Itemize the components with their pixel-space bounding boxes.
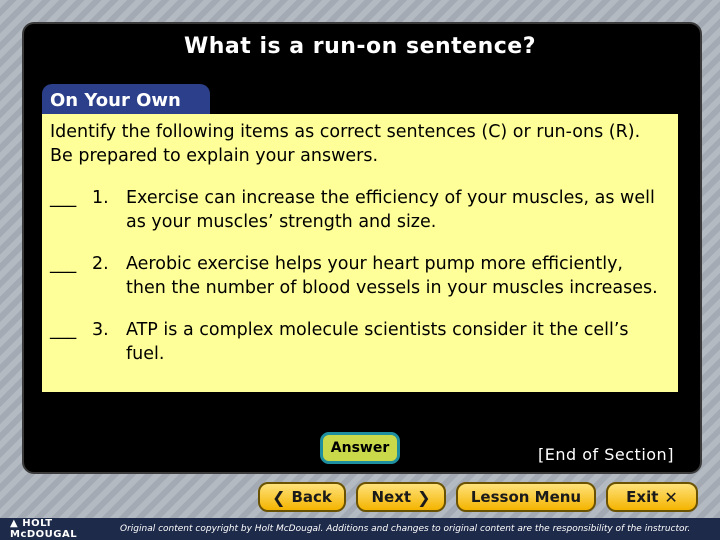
list-item <box>50 252 668 300</box>
back-button[interactable] <box>258 482 346 512</box>
lesson-menu-button[interactable] <box>456 482 596 512</box>
close-icon: ✕ <box>664 487 678 507</box>
next-button-label: Next <box>371 488 412 506</box>
chevron-right-icon: ❯ <box>417 487 431 507</box>
on-your-own-tab: On Your Own <box>42 84 210 116</box>
back-button-label: Back <box>291 488 332 506</box>
slide-title: What is a run-on sentence? <box>184 34 536 59</box>
publisher-logo-text: HOLT McDOUGAL <box>10 518 78 540</box>
exit-button-label: Exit <box>626 488 659 506</box>
logo-mark-icon: ▲ <box>10 518 19 529</box>
content-box <box>42 114 678 392</box>
chevron-left-icon: ❮ <box>272 487 286 507</box>
next-button[interactable] <box>356 482 446 512</box>
instructions-text: Identify the following items as correct sentences (C) or run-ons (R). Be prepared to explain your answers. <box>50 122 641 166</box>
answer-blank: ___ <box>50 320 77 340</box>
footer-bar <box>0 518 720 540</box>
item-number: 3. <box>92 320 109 340</box>
item-number: 1. <box>92 188 109 208</box>
list-item <box>50 318 668 366</box>
item-number: 2. <box>92 254 109 274</box>
answer-blank: ___ <box>50 188 77 208</box>
publisher-logo <box>10 518 120 540</box>
exit-button[interactable] <box>606 482 698 512</box>
answer-button[interactable]: Answer <box>320 432 400 464</box>
item-text: Exercise can increase the efficiency of your muscles, as well as your muscles’ strength and size. <box>126 188 655 232</box>
item-text: Aerobic exercise helps your heart pump more efficiently, then the number of blood vessels in your muscles increases. <box>126 254 658 298</box>
answer-blank: ___ <box>50 254 77 274</box>
end-of-section-link[interactable]: [End of Section] <box>538 445 674 464</box>
lesson-menu-label: Lesson Menu <box>470 488 582 506</box>
item-text: ATP is a complex molecule scientists consider it the cell’s fuel. <box>126 320 629 364</box>
copyright-text: Original content copyright by Holt McDougal. Additions and changes to original content are the responsibility of the instructor. <box>120 524 691 534</box>
list-item <box>50 186 668 234</box>
